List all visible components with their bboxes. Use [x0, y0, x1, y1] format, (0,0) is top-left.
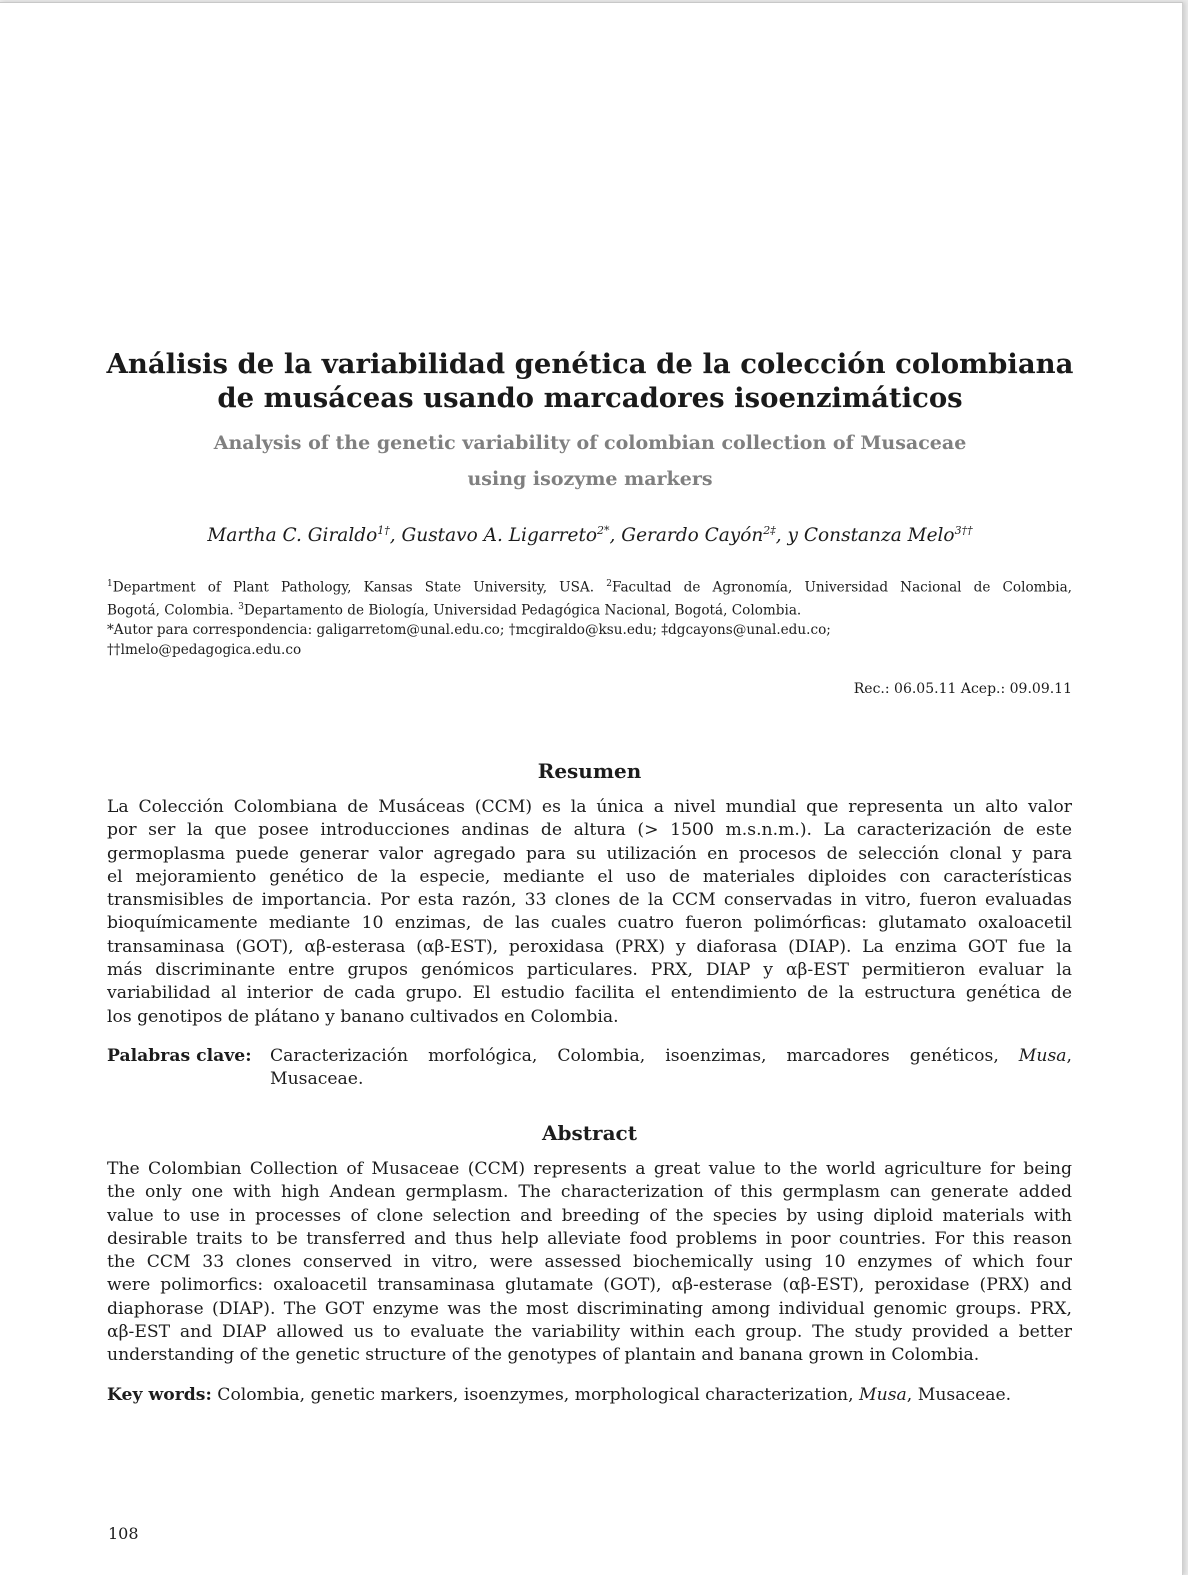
abstract-heading: Abstract [542, 1121, 637, 1145]
affiliations-block [107, 575, 1072, 660]
subtitle-line: Analysis of the genetic variability of colombian collection of Musaceae [213, 432, 967, 454]
affiliation-line [107, 575, 1072, 598]
title-line: Análisis de la variabilidad genética de la colección colombiana [106, 348, 1074, 380]
affiliation-text: Facultad de Agronomía, Universidad Nacional de Colombia, [611, 579, 1073, 596]
keyword-text: Caracterización morfológica, Colombia, isoenzimas, marcadores genéticos, [270, 1046, 1019, 1066]
document-page [0, 2, 1183, 1575]
subtitle-line: using isozyme markers [467, 468, 713, 490]
resumen-line: variabilidad al interior de cada grupo. El estudio facilita el entendimiento de la estructura genética de [107, 983, 1072, 1004]
key-words-label: Key words: [107, 1385, 212, 1405]
resumen-body [107, 796, 1072, 1029]
keyword-italic: Musa [1018, 1046, 1067, 1066]
author-separator: , [389, 525, 402, 547]
abstract-line: desirable traits to be transferred and thus help alleviate food problems in poor countries. For this reason [107, 1228, 1072, 1249]
page-number: 108 [108, 1524, 139, 1543]
resumen-line: transmisibles de importancia. Por esta razón, 33 clones de la CCM conservadas in vitro, fueron evaluadas [107, 890, 1072, 911]
paper-subtitle-english [80, 425, 1100, 497]
palabras-clave-text [270, 1045, 1072, 1092]
author-name: Constanza Melo [803, 525, 955, 547]
author-separator: , [609, 525, 622, 547]
correspondence-line: *Autor para correspondencia: galigarretom@unal.edu.co; †mcgiraldo@ksu.edu; ‡dgcayons@unal.edu.co; [107, 622, 831, 639]
abstract-line: diaphorase (DIAP). The GOT enzyme was the most discriminating among individual genomic groups. PRX, [107, 1298, 1072, 1319]
author-list [80, 518, 1100, 549]
affiliation-text: Departamento de Biología, Universidad Pedagógica Nacional, Bogotá, Colombia. [243, 602, 802, 619]
abstract-line: the CCM 33 clones conserved in vitro, were assessed biochemically using 10 enzymes of which four [107, 1252, 1072, 1273]
key-words [107, 1384, 1072, 1407]
palabras-clave [107, 1045, 1072, 1093]
resumen-line: el mejoramiento genético de la especie, mediante el uso de materiales diploides con características [107, 866, 1072, 887]
author-affiliation-mark: 2‡ [763, 524, 776, 537]
affiliation-text: Department of Plant Pathology, Kansas State University, USA. [112, 579, 607, 596]
abstract-body [107, 1158, 1072, 1368]
resumen-line: bioquímicamente mediante 10 enzimas, de las cuales cuatro fueron polimórficas: glutamato oxaloacetil [107, 913, 1072, 934]
abstract-line: αβ-EST and DIAP allowed us to evaluate the variability within each group. The study provided a better [107, 1322, 1072, 1343]
author-name: Martha C. Giraldo [207, 525, 378, 547]
abstract-line: understanding of the genetic structure of the genotypes of plantain and banana grown in Colombia. [107, 1345, 980, 1366]
palabras-clave-line [270, 1045, 1072, 1068]
resumen-line: La Colección Colombiana de Musáceas (CCM) es la única a nivel mundial que representa un alto valor [107, 797, 1072, 817]
author-separator: , y [775, 525, 804, 547]
palabras-clave-label: Palabras clave: [107, 1046, 252, 1066]
author-affiliation-mark: 1† [377, 524, 390, 537]
affiliation-line [107, 598, 1072, 621]
correspondence-line: ††lmelo@pedagogica.edu.co [107, 641, 302, 658]
resumen-heading: Resumen [537, 759, 642, 783]
affiliation-mark: 1 [107, 579, 113, 589]
palabras-clave-line: Musaceae. [270, 1069, 364, 1090]
key-words-text: , Musaceae. [906, 1385, 1012, 1405]
resumen-line: transaminasa (GOT), αβ-esterasa (αβ-EST), peroxidasa (PRX) y diaforasa (DIAP). La enzima GOT fue la [107, 936, 1072, 957]
resumen-line: más discriminante entre grupos genómicos particulares. PRX, DIAP y αβ-EST permitieron evaluar la [107, 960, 1072, 981]
resumen-line: por ser la que posee introducciones andinas de altura (> 1500 m.s.n.m.). La caracterización de este [107, 820, 1072, 841]
title-line: de musáceas usando marcadores isoenzimáticos [217, 382, 963, 414]
key-words-text: Colombia, genetic markers, isoenzymes, morphological characterization, [211, 1385, 860, 1405]
received-accepted-dates: Rec.: 06.05.11 Acep.: 09.09.11 [853, 681, 1072, 697]
affiliation-text: Bogotá, Colombia. [107, 602, 239, 619]
abstract-line: value to use in processes of clone selection and breeding of the species by using diploid materials with [107, 1205, 1072, 1226]
paper-title [80, 347, 1100, 415]
author-affiliation-mark: 2* [597, 524, 610, 537]
resumen-line: los genotipos de plátano y banano cultivados en Colombia. [107, 1006, 619, 1027]
key-words-italic: Musa [859, 1385, 907, 1405]
affiliation-mark: 2 [606, 579, 612, 589]
keyword-text: , [1066, 1046, 1072, 1066]
affiliation-mark: 3 [238, 602, 244, 613]
resumen-line: germoplasma puede generar valor agregado para su utilización en procesos de selección clonal y para [107, 843, 1072, 864]
author-name: Gerardo Cayón [621, 525, 764, 547]
abstract-line: The Colombian Collection of Musaceae (CCM) represents a great value to the world agriculture for being [107, 1159, 1072, 1179]
author-name: Gustavo A. Ligarreto [401, 525, 598, 547]
abstract-line: were polimorfics: oxaloacetil transaminasa glutamate (GOT), αβ-esterase (αβ-EST), peroxidase (PRX) and [107, 1275, 1072, 1296]
abstract-line: the only one with high Andean germplasm. The characterization of this germplasm can generate added [107, 1182, 1072, 1203]
author-affiliation-mark: 3†† [954, 524, 973, 537]
